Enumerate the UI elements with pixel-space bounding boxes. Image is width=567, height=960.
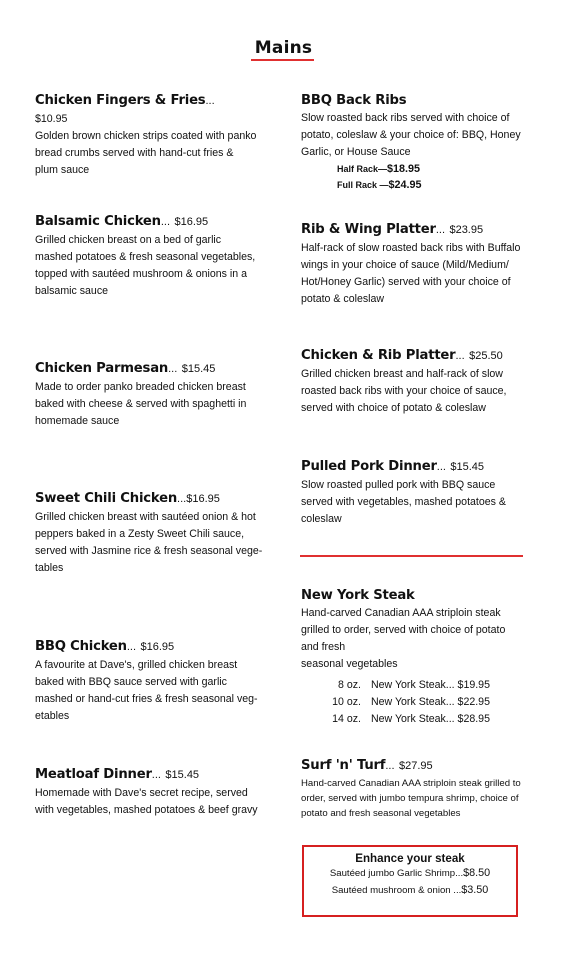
list-item: 10 oz. New York Steak... $22.95: [332, 696, 490, 708]
item-price: $15.45: [165, 769, 200, 781]
item-price: $15.45: [181, 363, 216, 375]
menu-item-bbq-back-ribs: BBQ Back Ribs Slow roasted back ribs served with choice of potato, coleslaw & your choice of: BBQ, Honey Garlic, or House Sauce Half Rack—$18.95 Full Rack —$24.95: [301, 90, 551, 193]
section-divider: [300, 555, 523, 557]
item-price: $16.95: [140, 641, 175, 653]
list-item: Sautéed mushroom & onion ...$3.50: [331, 884, 489, 896]
menu-item-chicken-fingers: Chicken Fingers & Fries... $10.95 Golden brown chicken strips coated with panko bread crumbs served with hand-cut fries & plum sauce: [35, 90, 275, 179]
item-name: Pulled Pork Dinner: [301, 459, 437, 474]
item-price: $27.95: [398, 760, 433, 772]
steak-size-list: [301, 677, 551, 728]
enhance-steak-box: [302, 845, 518, 917]
menu-item-chicken-rib-platter: Chicken & Rib Platter... $25.50 Grilled chicken breast and half-rack of slow roasted back ribs with your choice of sauce, served with choice of potato & coleslaw: [301, 348, 507, 414]
item-price: $10.95: [35, 113, 68, 125]
title-underline: [251, 59, 314, 61]
item-price: $16.95: [174, 216, 209, 228]
item-name: Chicken Parmesan: [35, 361, 169, 376]
item-price: $25.50: [469, 350, 503, 362]
item-name: BBQ Back Ribs: [301, 93, 407, 108]
item-name: Sweet Chili Chicken: [35, 491, 178, 506]
menu-item-sweet-chili-chicken: Sweet Chili Chicken...$16.95 Grilled chicken breast with sautéed onion & hot peppers baked in a Zesty Sweet Chili sauce, served with Jasmine rice & fresh seasonal vege- tables: [35, 491, 263, 574]
menu-item-new-york-steak: New York Steak Hand-carved Canadian AAA striploin steak grilled to order, served with choice of potato and fresh seasonal vegetables 8 oz. New York Steak... $19.95 10 oz. New York Steak... $22.95 14 oz. New York Steak... $28.95: [301, 585, 551, 728]
item-price: $16.95: [186, 493, 220, 505]
list-item: Sautéed jumbo Garlic Shrimp...$8.50: [329, 867, 491, 879]
menu-item-balsamic-chicken: Balsamic Chicken... $16.95 Grilled chicken breast on a bed of garlic mashed potatoes & fresh seasonal vegetables, topped with sautéed mushroom & onions in a balsamic sauce: [35, 214, 256, 297]
item-name: Balsamic Chicken: [35, 214, 161, 229]
item-price: $23.95: [449, 224, 484, 236]
item-name: Rib & Wing Platter: [301, 222, 436, 237]
item-name: Chicken Fingers & Fries: [35, 93, 206, 108]
enhance-title: Enhance your steak: [355, 852, 465, 865]
item-price: $15.45: [450, 461, 485, 473]
menu-item-meatloaf-dinner: Meatloaf Dinner... $15.45 Homemade with Dave's secret recipe, served with vegetables, mashed potatoes & beef gravy: [35, 767, 258, 816]
menu-item-bbq-chicken: BBQ Chicken... $16.95 A favourite at Dave's, grilled chicken breast baked with BBQ sauce served with garlic mashed or hand-cut fries & fresh seasonal veg- etables: [35, 639, 258, 722]
list-item: 8 oz. New York Steak... $19.95: [338, 679, 490, 691]
menu-item-chicken-parmesan: Chicken Parmesan... $15.45 Made to order panko breaded chicken breast baked with cheese & served with spaghetti in homemade sauce: [35, 361, 247, 427]
item-name: Meatloaf Dinner: [35, 767, 152, 782]
full-rack-price: Full Rack —$24.95: [337, 179, 422, 191]
item-name: New York Steak: [301, 588, 415, 603]
menu-item-surf-n-turf: Surf 'n' Turf... $27.95 Hand-carved Canadian AAA striploin steak grilled to order, served with jumbo tempura shrimp, choice of potato and fresh seasonal vegetables: [301, 758, 521, 819]
item-name: Surf 'n' Turf: [301, 758, 386, 773]
list-item: 14 oz. New York Steak... $28.95: [332, 713, 490, 725]
item-name: Chicken & Rib Platter: [301, 348, 456, 363]
menu-item-pulled-pork-dinner: Pulled Pork Dinner... $15.45 Slow roasted pulled pork with BBQ sauce served with vegetables, mashed potatoes & coleslaw: [301, 459, 506, 525]
item-name: BBQ Chicken: [35, 639, 127, 654]
menu-item-rib-wing-platter: Rib & Wing Platter... $23.95 Half-rack of slow roasted back ribs with Buffalo wings in your choice of sauce (Mild/Medium/ Hot/Honey Garlic) served with your choice of potato & coleslaw: [301, 222, 521, 305]
half-rack-price: Half Rack—$18.95: [337, 163, 421, 175]
page-title: Mains: [254, 38, 313, 58]
